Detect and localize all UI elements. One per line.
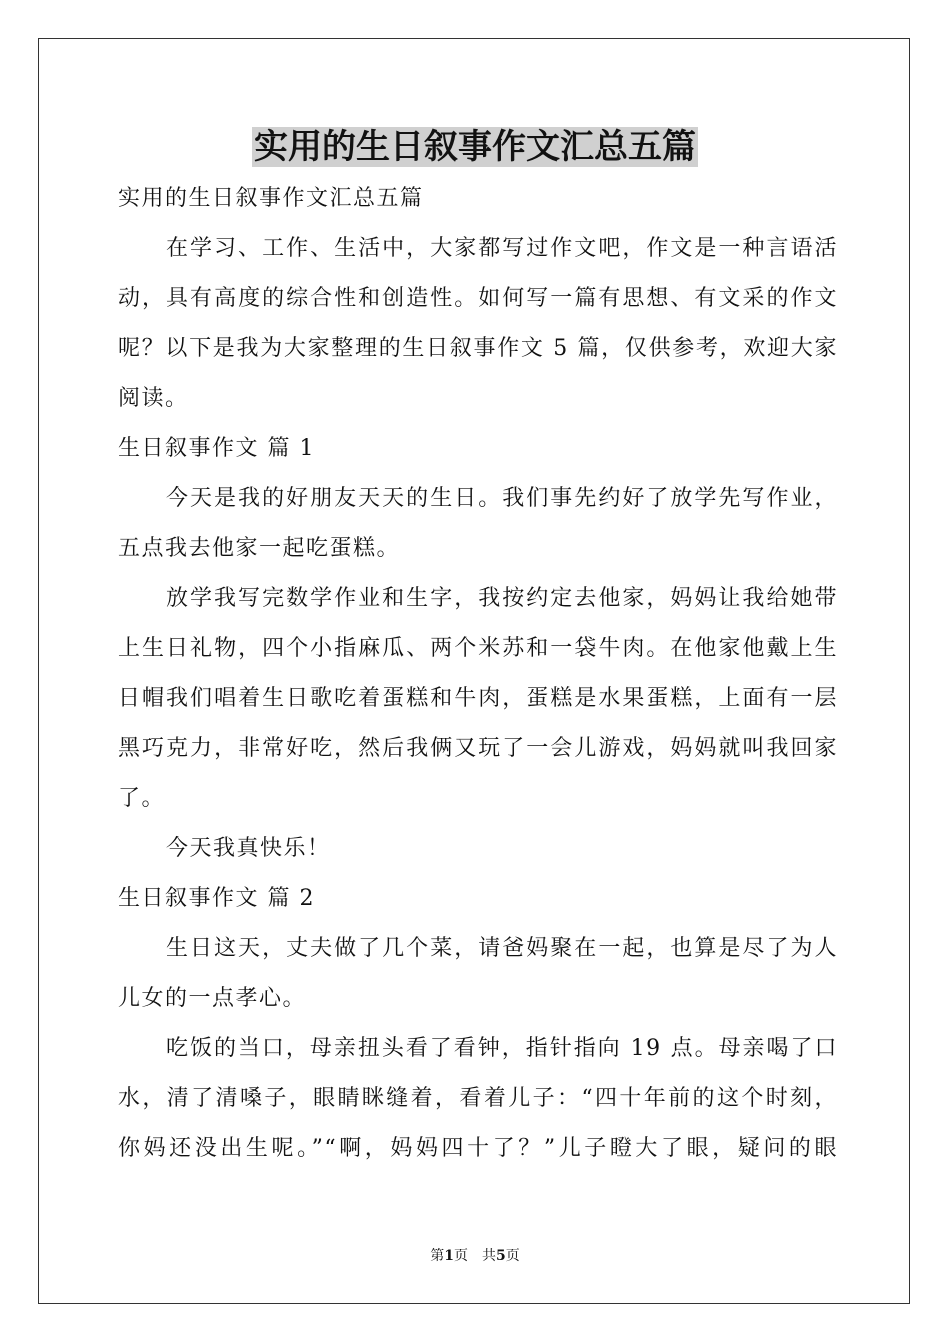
body-line: 黑巧克力，非常好吃，然后我俩又玩了一会儿游戏，妈妈就叫我回家 (118, 736, 838, 761)
body-line: 了。 (118, 786, 166, 811)
page-footer (0, 1246, 950, 1266)
body-line: 儿女的一点孝心。 (118, 986, 307, 1011)
document-body (118, 174, 838, 1174)
page-mid: 页 共 (454, 1248, 496, 1264)
body-line: 动，具有高度的综合性和创造性。如何写一篇有思想、有文采的作文 (118, 286, 838, 311)
document-title-text: 实用的生日叙事作文汇总五篇 (254, 127, 696, 167)
body-line: 吃饭的当口，母亲扭头看了看钟，指针指向 19 点。母亲喝了口 (166, 1036, 838, 1061)
body-line: 今天是我的好朋友天天的生日。我们事先约好了放学先写作业， (166, 486, 838, 511)
body-line: 呢？以下是我为大家整理的生日叙事作文 5 篇，仅供参考，欢迎大家 (118, 336, 838, 361)
body-line: 放学我写完数学作业和生字，我按约定去他家，妈妈让我给她带 (166, 586, 838, 611)
body-line: 实用的生日叙事作文汇总五篇 (118, 186, 424, 211)
body-line: 阅读。 (118, 386, 189, 411)
section-heading: 生日叙事作文 篇 1 (118, 436, 315, 461)
body-line: 上生日礼物，四个小指麻瓜、两个米苏和一袋牛肉。在他家他戴上生 (118, 636, 838, 661)
body-line: 今天我真快乐！ (166, 836, 331, 861)
page-prefix: 第 (430, 1248, 445, 1264)
body-line: 水，清了清嗓子，眼睛眯缝着，看着儿子：“四十年前的这个时刻， (118, 1086, 838, 1111)
document-title (0, 122, 950, 172)
body-line: 日帽我们唱着生日歌吃着蛋糕和牛肉，蛋糕是水果蛋糕，上面有一层 (118, 686, 838, 711)
page-total-number: 5 (496, 1248, 506, 1264)
section-heading: 生日叙事作文 篇 2 (118, 886, 315, 911)
body-line: 五点我去他家一起吃蛋糕。 (118, 536, 401, 561)
page-suffix: 页 (505, 1248, 520, 1264)
body-line: 生日这天，丈夫做了几个菜，请爸妈聚在一起，也算是尽了为人 (166, 936, 838, 961)
body-line: 你妈还没出生呢。”“啊，妈妈四十了？”儿子瞪大了眼，疑问的眼 (118, 1136, 838, 1161)
page-current-number: 1 (444, 1248, 454, 1264)
body-line: 在学习、工作、生活中，大家都写过作文吧，作文是一种言语活 (166, 236, 838, 261)
